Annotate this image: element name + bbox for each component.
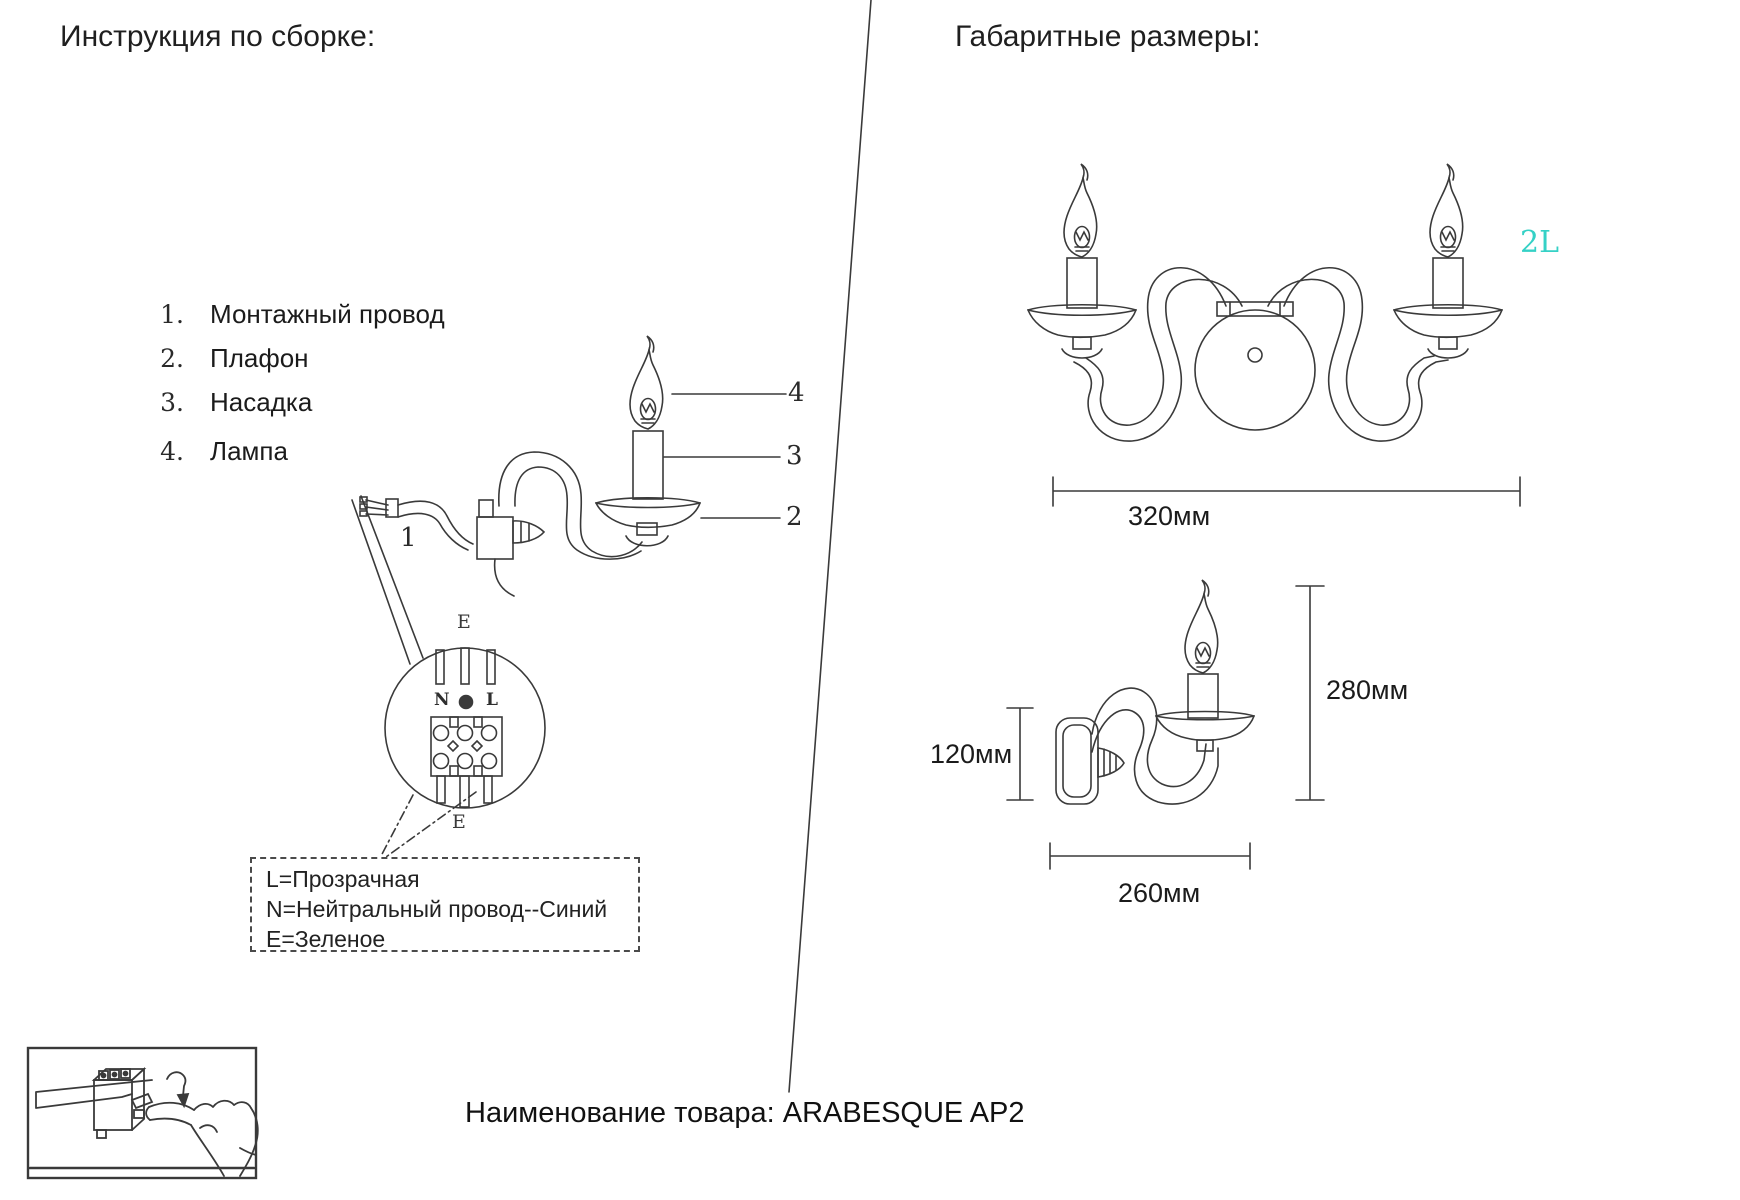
parts-list-number: 4. bbox=[160, 437, 184, 466]
section-divider-line bbox=[789, 0, 871, 1092]
callout-lamp: 4 bbox=[788, 378, 805, 408]
parts-list-item bbox=[148, 343, 309, 374]
earth-symbol-icon bbox=[460, 696, 473, 709]
height-dimension-label: 280мм bbox=[1326, 675, 1409, 705]
parts-list-number: 1. bbox=[160, 300, 184, 329]
terminal-earth-top-label: E bbox=[457, 611, 471, 633]
width-dimension-label: 320мм bbox=[1128, 501, 1211, 531]
callout-nozzle: 3 bbox=[786, 441, 803, 471]
parts-list-number: 3. bbox=[160, 388, 184, 417]
product-name: Наименование товара: ARABESQUE AP2 bbox=[465, 1097, 1025, 1129]
parts-list-label: Плафон bbox=[210, 343, 309, 373]
parts-list-label: Лампа bbox=[210, 436, 288, 466]
side-view-dimensions bbox=[1007, 586, 1324, 869]
callout-shade: 2 bbox=[786, 502, 803, 532]
lamp-count-label: 2L bbox=[1520, 225, 1560, 260]
illustration-frame bbox=[28, 1048, 256, 1178]
wiring-detail-circle bbox=[352, 496, 545, 857]
projection-dimension-label: 260мм bbox=[1118, 878, 1201, 908]
toggle-arrow-icon bbox=[167, 1072, 185, 1096]
parts-list-item bbox=[148, 299, 445, 330]
callout-mounting-wire: 1 bbox=[400, 523, 417, 553]
legend-line-e: E=Зеленое bbox=[266, 926, 386, 952]
parts-list-item bbox=[148, 436, 288, 467]
dimensions-section-title: Габаритные размеры: bbox=[955, 20, 1261, 53]
side-view-drawing bbox=[1056, 580, 1254, 804]
wire-color-legend-box bbox=[250, 857, 640, 952]
assembly-section-title: Инструкция по сборке: bbox=[60, 20, 376, 53]
wall-plate-dimension-label: 120мм bbox=[930, 739, 1013, 769]
front-view-drawing bbox=[1028, 164, 1502, 441]
legend-line-n: N=Нейтральный провод--Синий bbox=[266, 896, 608, 922]
parts-list-item bbox=[148, 387, 312, 418]
front-view-width-dimension bbox=[1053, 477, 1520, 506]
terminal-line-label: L bbox=[486, 690, 498, 710]
parts-list-label: Монтажный провод bbox=[210, 299, 445, 329]
terminal-neutral-label: N bbox=[434, 690, 450, 710]
parts-list-label: Насадка bbox=[210, 387, 313, 417]
legend-line-l: L=Прозрачная bbox=[266, 866, 420, 892]
parts-list-number: 2. bbox=[160, 344, 184, 373]
terminal-earth-bottom-label: E bbox=[452, 811, 466, 833]
breaker-illustration bbox=[28, 1048, 258, 1178]
sconce-assembly-drawing bbox=[360, 336, 786, 596]
